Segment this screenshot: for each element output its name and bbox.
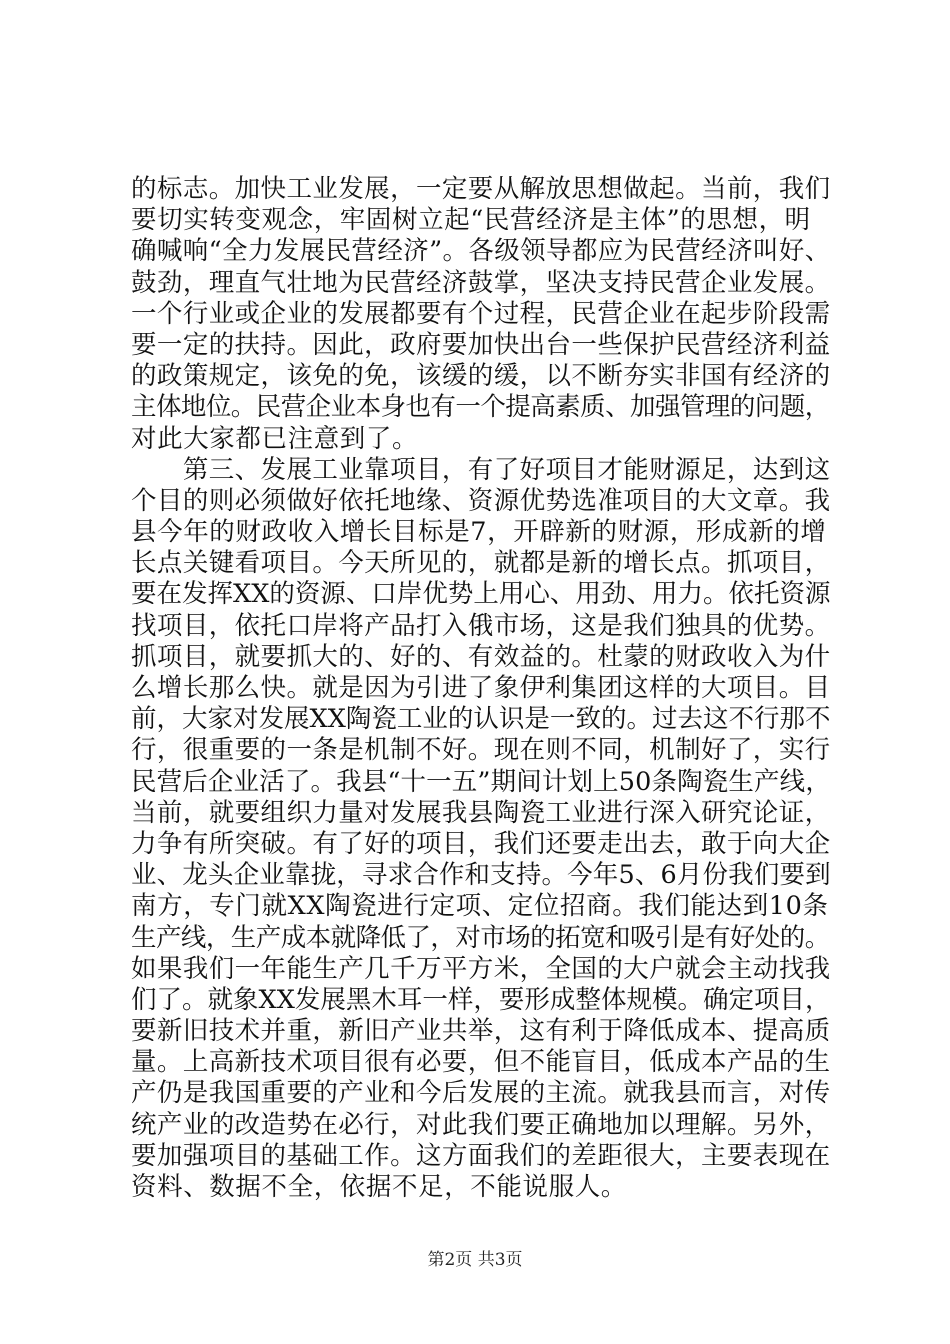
text-line: 前，大家对发展XX陶瓷工业的认识是一致的。过去这不行那不 [131,704,831,735]
text-line: 的标志。加快工业发展，一定要从解放思想做起。当前，我们 [131,174,831,204]
page-number-label: 第2页 共3页 [427,1250,523,1270]
body-text [131,174,831,1203]
text-line: 第三、发展工业靠项目，有了好项目才能财源足，达到这 [131,454,831,485]
text-line: 生产线，生产成本就降低了，对市场的拓宽和吸引是有好处的。 [131,922,830,953]
text-line: 确喊响“全力发展民营经济”。各级领导都应为民营经济叫好、 [131,236,831,267]
text-line: 当前，就要组织力量对发展我县陶瓷工业进行深入研究论证， [131,797,831,828]
text-line: 县今年的财政收入增长目标是7，开辟新的财源，形成新的增 [131,517,827,548]
text-line: 么增长那么快。就是因为引进了象伊利集团这样的大项目。目 [131,673,831,703]
text-line: 统产业的改造势在必行，对此我们要正确地加以理解。另外， [131,1109,831,1140]
text-line: 产仍是我国重要的产业和今后发展的主流。就我县而言，对传 [131,1078,831,1109]
text-line: 民营后企业活了。我县“十一五”期间计划上50条陶瓷生产线， [131,766,831,797]
text-line: 主体地位。民营企业本身也有一个提高素质、加强管理的问题， [131,392,830,423]
text-line: 要切实转变观念，牢固树立起“民营经济是主体”的思想，明 [131,205,811,236]
page-footer [0,1245,950,1270]
text-line: 的政策规定，该免的免，该缓的缓，以不断夯实非国有经济的 [131,361,831,392]
text-line: 鼓劲，理直气壮地为民营经济鼓掌，坚决支持民营企业发展。 [131,267,831,298]
text-line: 个目的则必须做好依托地缘、资源优势选准项目的大文章。我 [131,485,831,516]
text-line: 一个行业或企业的发展都要有个过程，民营企业在起步阶段需 [131,298,831,329]
text-line: 量。上高新技术项目很有必要，但不能盲目，低成本产品的生 [131,1047,831,1078]
text-line: 长点关键看项目。今天所见的，就都是新的增长点。抓项目， [131,548,831,579]
text-line: 力争有所突破。有了好的项目，我们还要走出去，敢于向大企 [131,828,831,859]
text-line: 业、龙头企业靠拢，寻求合作和支持。今年5、6月份我们要到 [131,860,831,891]
text-line: 如果我们一年能生产几千万平方米，全国的大户就会主动找我 [131,953,831,984]
text-line: 对此大家都已注意到了。 [131,423,419,454]
text-line: 南方，专门就XX陶瓷进行定项、定位招商。我们能达到10条 [131,891,829,922]
text-line: 要新旧技术并重，新旧产业共举，这有利于降低成本、提高质 [131,1016,831,1047]
text-line: 抓项目，就要抓大的、好的、有效益的。杜蒙的财政收入为什 [131,641,831,672]
text-line: 要加强项目的基础工作。这方面我们的差距很大，主要表现在 [131,1140,831,1171]
text-line: 行，很重要的一条是机制不好。现在则不同，机制好了，实行 [131,735,831,766]
text-line: 资料、数据不全，依据不足，不能说服人。 [131,1172,627,1202]
text-line: 们了。就象XX发展黑木耳一样，要形成整体规模。确定项目， [131,984,831,1015]
text-line: 找项目，依托口岸将产品打入俄市场，这是我们独具的优势。 [131,610,831,641]
text-line: 要在发挥XX的资源、口岸优势上用心、用劲、用力。依托资源 [131,579,831,610]
text-line: 要一定的扶持。因此，政府要加快出台一些保护民营经济利益 [131,329,831,360]
